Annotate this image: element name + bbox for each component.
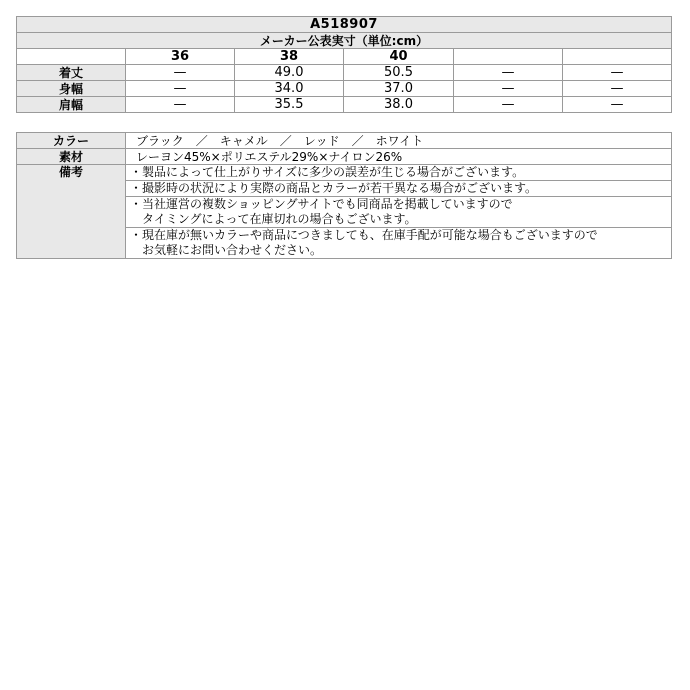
notes-label: 備考	[17, 165, 126, 259]
note-line: お気軽にお問い合わせください。	[130, 243, 323, 257]
table-row	[17, 81, 672, 97]
row-label-body-width: 身幅	[17, 81, 126, 97]
table-cell: —	[126, 97, 235, 113]
note-item	[126, 228, 672, 259]
product-code: A518907	[17, 17, 672, 33]
table-cell: —	[454, 97, 563, 113]
table-cell: 50.5	[344, 65, 454, 81]
notes-row	[17, 165, 672, 181]
measurement-subtitle: メーカー公表実寸（単位:cm）	[17, 33, 672, 49]
size-header-row	[17, 49, 672, 65]
color-value: ブラック ／ キャメル ／ レッド ／ ホワイト	[126, 133, 672, 149]
size-header-cell	[454, 49, 563, 65]
row-label-shoulder-width: 肩幅	[17, 97, 126, 113]
table-cell: —	[563, 81, 672, 97]
size-header-corner	[17, 49, 126, 65]
table-cell: 37.0	[344, 81, 454, 97]
table-cell: —	[454, 81, 563, 97]
color-row	[17, 133, 672, 149]
material-row	[17, 149, 672, 165]
note-item	[126, 181, 672, 197]
note-item	[126, 165, 672, 181]
note-line: タイミングによって在庫切れの場合もございます。	[130, 212, 417, 226]
table-cell: —	[454, 65, 563, 81]
product-code-row	[17, 17, 672, 33]
table-cell: 34.0	[235, 81, 344, 97]
table-cell: —	[126, 65, 235, 81]
table-cell: 49.0	[235, 65, 344, 81]
table-row	[17, 97, 672, 113]
table-cell: —	[563, 97, 672, 113]
note-line: ・製品によって仕上がりサイズに多少の誤差が生じる場合がございます。	[130, 165, 525, 179]
size-header-cell: 40	[344, 49, 454, 65]
material-value: レーヨン45%×ポリエステル29%×ナイロン26%	[126, 149, 672, 165]
table-cell: —	[563, 65, 672, 81]
table-cell: 38.0	[344, 97, 454, 113]
size-header-cell: 38	[235, 49, 344, 65]
table-row	[17, 65, 672, 81]
subtitle-row	[17, 33, 672, 49]
info-table	[16, 132, 672, 259]
table-cell: —	[126, 81, 235, 97]
note-line: ・当社運営の複数ショッピングサイトでも同商品を掲載していますので	[130, 197, 513, 211]
size-header-cell: 36	[126, 49, 235, 65]
size-header-cell	[563, 49, 672, 65]
note-line: ・撮影時の状況により実際の商品とカラーが若干異なる場合がございます。	[130, 181, 538, 195]
note-line: ・現在庫が無いカラーや商品につきましても、在庫手配が可能な場合もございますので	[130, 228, 598, 242]
row-label-length: 着丈	[17, 65, 126, 81]
table-cell: 35.5	[235, 97, 344, 113]
size-table	[16, 16, 672, 113]
note-item	[126, 197, 672, 228]
material-label: 素材	[17, 149, 126, 165]
color-label: カラー	[17, 133, 126, 149]
